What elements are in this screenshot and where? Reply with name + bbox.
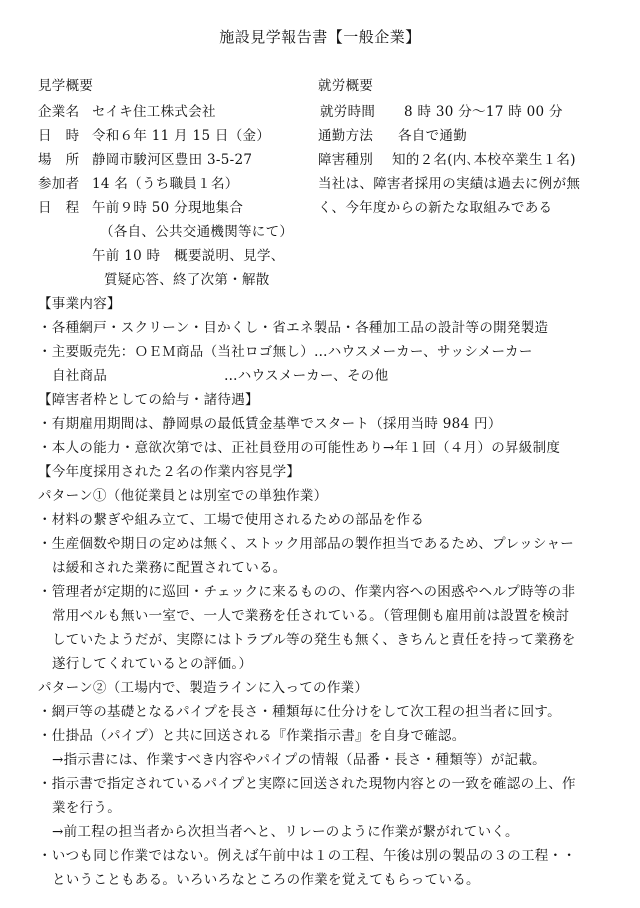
pattern-1-line-2b: は緩和された業務に配置されている。 <box>52 560 287 576</box>
schedule-line-2: （各自、公共交通機関等にて） <box>100 224 294 240</box>
disability-label: 障害種別 <box>318 152 374 168</box>
company-value: セイキ住工株式会社 <box>92 104 216 120</box>
pattern-2-line-4b: ということもある。いろいろなところの作業を覚えてもらっている。 <box>52 872 480 888</box>
employment-note-line-2: く、今年度からの新たな取組みである <box>318 200 553 216</box>
schedule-label: 日 程 <box>38 200 80 216</box>
business-line-3b: …ハウスメーカー、その他 <box>224 368 389 384</box>
business-line-1: ・各種網戸・スクリーン・目かくし・省エネ製品・各種加工品の設計等の開発製造 <box>38 320 549 336</box>
pattern-2-line-3: ・指示書で指定されているパイプと実際に回送された現物内容との一致を確認の上、作 <box>38 776 576 792</box>
salary-heading: 【障害者枠としての給与・諸待遇】 <box>38 392 259 408</box>
schedule-line-3: 午前 10 時 概要説明、見学、 <box>92 248 285 264</box>
schedule-line-1: 午前９時 50 分現地集合 <box>92 200 244 216</box>
pattern-2-line-4: ・いつも同じ作業ではない。例えば午前中は１の工程、午後は別の製品の３の工程・・ <box>38 848 577 864</box>
hours-value: 8 時 30 分～17 時 00 分 <box>404 104 563 120</box>
salary-line-2: ・本人の能力・意欲次第では、正社員登用の可能性あり→年１回（４月）の昇級制度 <box>38 440 561 456</box>
hours-label: 就労時間 <box>320 104 376 120</box>
date-value: 令和６年 11 月 15 日（金） <box>92 128 271 144</box>
disability-value: 知的２名(内､本校卒業生１名) <box>392 152 576 168</box>
business-line-2: ・主要販売先：ＯＥＭ商品（当社ロゴ無し）…ハウスメーカー、サッシメーカー <box>38 344 533 360</box>
commute-value: 各自で通勤 <box>398 128 467 144</box>
overview-heading: 見学概要 <box>38 78 94 94</box>
work-heading: 【今年度採用された２名の作業内容見学】 <box>38 464 301 480</box>
pattern-2-line-2: ・仕掛品（パイプ）と共に回送される『作業指示書』を自身で確認。 <box>38 728 466 744</box>
employment-heading: 就労概要 <box>318 78 374 94</box>
schedule-line-4: 質疑応答、終了次第・解散 <box>104 272 270 288</box>
participants-value: 14 名（うち職員１名） <box>92 176 239 192</box>
place-value: 静岡市駿河区豊田 3-5-27 <box>92 152 253 168</box>
pattern-2-line-1: ・網戸等の基礎となるパイプを長さ・種類毎に仕分けをして次工程の担当者に回す。 <box>38 704 561 720</box>
pattern-1-line-3b: 常用ベルも無い一室で、一人で業務を任されている。（管理側も雇用前は設置を検討 <box>52 608 570 624</box>
salary-line-1: ・有期雇用期間は、静岡県の最低賃金基準でスタート（採用当時 984 円） <box>38 416 502 432</box>
participants-label: 参加者 <box>38 176 80 192</box>
pattern-1-line-3c: していたようだが、実際にはトラブル等の発生も無く、きちんと責任を持って業務を <box>52 632 576 648</box>
pattern-2-heading: パターン②（工場内で、製造ラインに入っての作業） <box>38 680 369 696</box>
employment-note-line-1: 当社は、障害者採用の実績は過去に例が無 <box>318 176 581 192</box>
business-line-3a: 自社商品 <box>52 368 108 384</box>
business-heading: 【事業内容】 <box>38 296 121 312</box>
pattern-1-line-1: ・材料の繋ぎや組み立て、工場で使用されるための部品を作る <box>38 512 425 528</box>
pattern-2-line-2b: →指示書には、作業すべき内容やパイプの情報（品番・長さ・種類等）が記載。 <box>52 752 546 768</box>
pattern-1-line-3: ・管理者が定期的に巡回・チェックに来るものの、作業内容への困惑やヘルプ時等の非 <box>38 584 576 600</box>
place-label: 場 所 <box>38 152 80 168</box>
commute-label: 通勤方法 <box>318 128 374 144</box>
company-label: 企業名 <box>38 104 80 120</box>
pattern-1-heading: パターン①（他従業員とは別室での単独作業） <box>38 488 328 504</box>
pattern-2-line-3c: →前工程の担当者から次担当者へと、リレーのように作業が繋がれていく。 <box>52 824 519 840</box>
pattern-1-line-3d: 遂行してくれているとの評価。） <box>52 656 253 672</box>
pattern-2-line-3b: 業を行う。 <box>52 800 121 816</box>
page-title: 施設見学報告書【一般企業】 <box>219 28 421 46</box>
date-label: 日 時 <box>38 128 80 144</box>
pattern-1-line-2: ・生産個数や期日の定めは無く、ストック用部品の製作担当であるため、プレッシャー <box>38 536 575 552</box>
